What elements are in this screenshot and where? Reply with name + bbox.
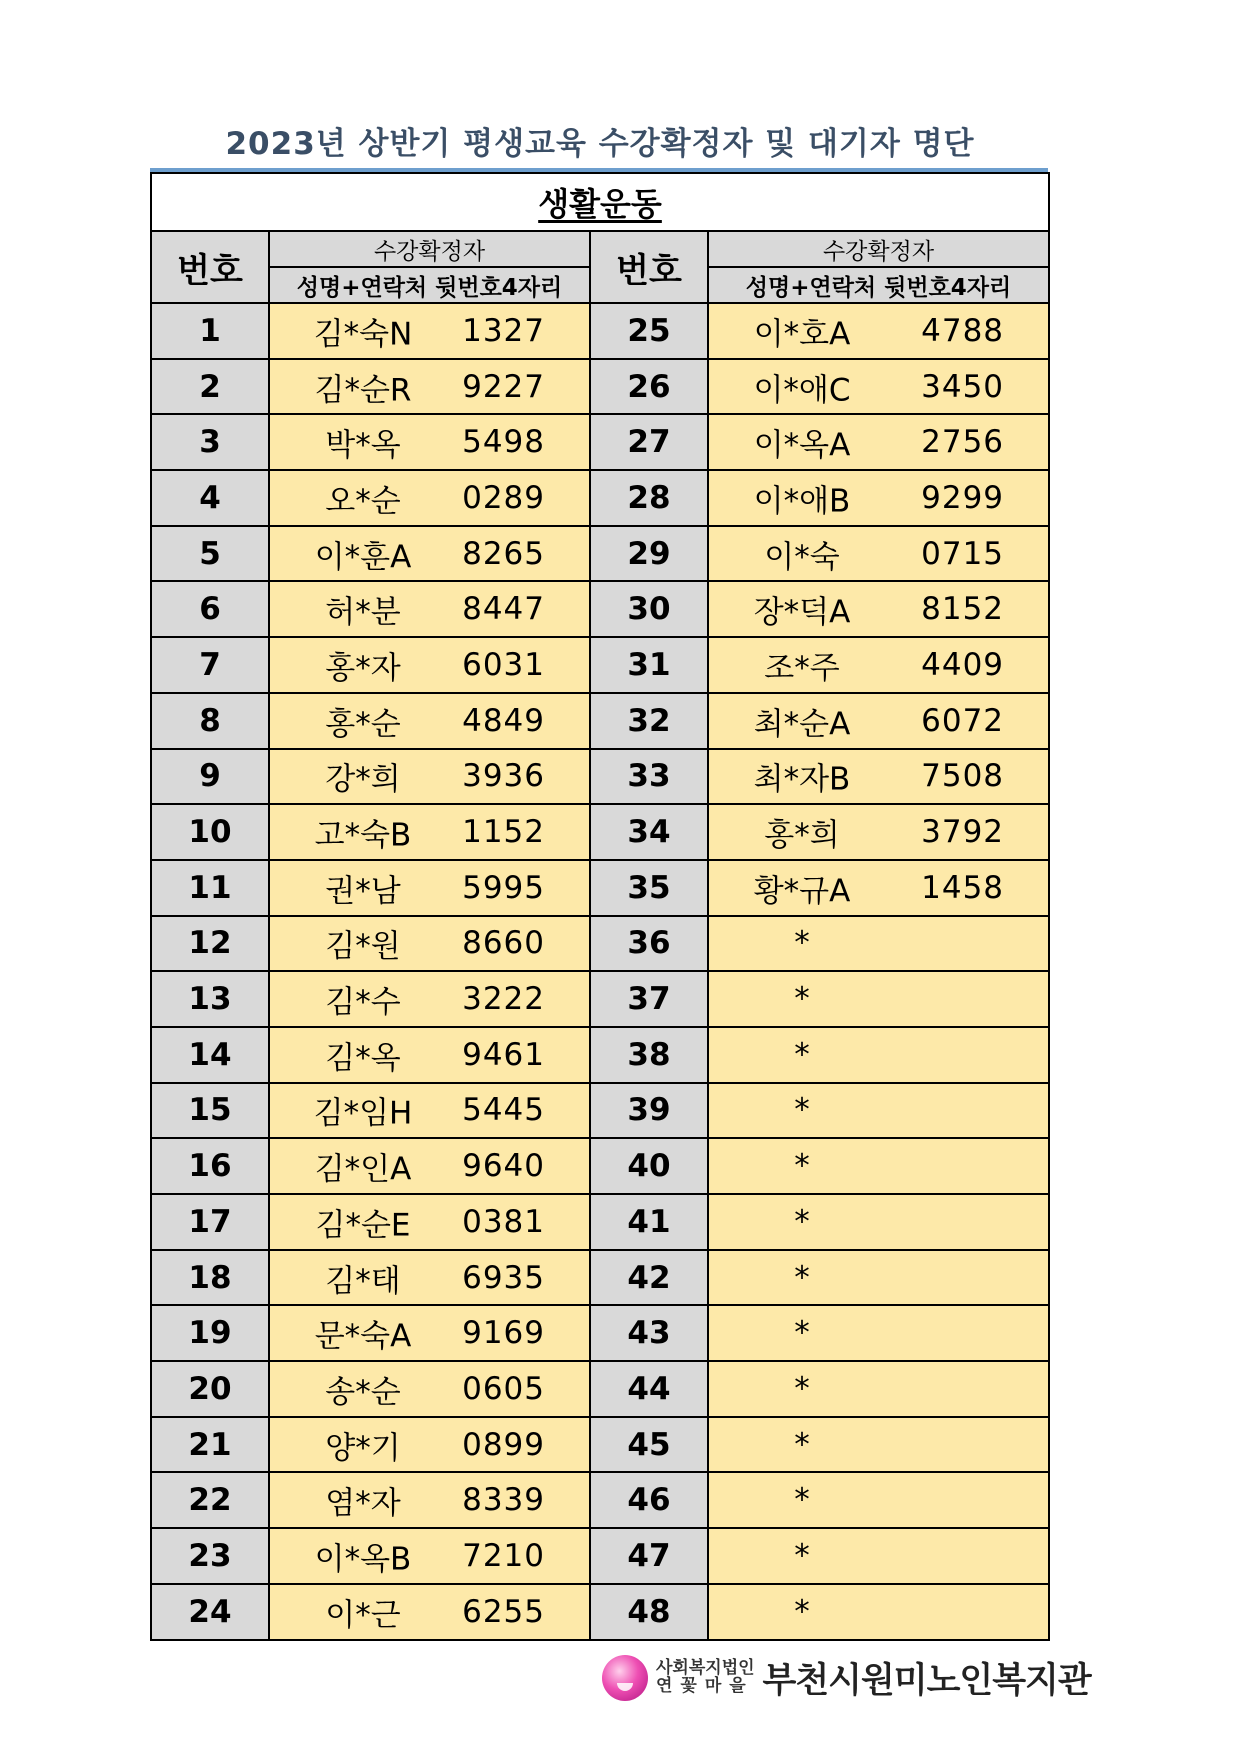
row-number: 10 bbox=[151, 804, 269, 860]
header-sub-left: 성명+연락처 뒷번호4자리 bbox=[269, 267, 590, 303]
row-number: 18 bbox=[151, 1250, 269, 1306]
phone-last4: 5498 bbox=[462, 424, 545, 461]
roster-body bbox=[151, 173, 1049, 1640]
page-title: 2023년 상반기 평생교육 수강확정자 및 대기자 명단 bbox=[225, 126, 975, 162]
attendee-cell bbox=[708, 1417, 1049, 1473]
row-number: 24 bbox=[151, 1584, 269, 1640]
table-row bbox=[151, 804, 1049, 860]
attendee-cell bbox=[708, 1472, 1049, 1528]
row-number: 15 bbox=[151, 1083, 269, 1139]
row-number: 42 bbox=[590, 1250, 708, 1306]
attendee-name: * bbox=[794, 1259, 810, 1296]
row-number: 25 bbox=[590, 303, 708, 359]
attendee-cell bbox=[708, 1361, 1049, 1417]
attendee-cell bbox=[708, 414, 1049, 470]
phone-last4: 9227 bbox=[462, 368, 545, 405]
attendee-cell bbox=[269, 971, 590, 1027]
table-row bbox=[151, 1417, 1049, 1473]
attendee-cell bbox=[708, 916, 1049, 972]
attendee-name: 김*원 bbox=[325, 928, 401, 965]
attendee-cell bbox=[269, 1083, 590, 1139]
phone-last4: 7210 bbox=[462, 1537, 545, 1574]
phone-last4: 0899 bbox=[462, 1426, 545, 1463]
attendee-cell bbox=[269, 1361, 590, 1417]
row-number: 17 bbox=[151, 1194, 269, 1250]
attendee-name: * bbox=[794, 981, 810, 1018]
attendee-cell bbox=[269, 1250, 590, 1306]
table-row bbox=[151, 1528, 1049, 1584]
org-type-line2: 연꽃마을 bbox=[656, 1676, 754, 1696]
attendee-name: 홍*순 bbox=[325, 706, 401, 743]
org-type-line1: 사회복지법인 bbox=[656, 1658, 755, 1679]
phone-last4: 6935 bbox=[462, 1259, 545, 1296]
attendee-cell bbox=[708, 1027, 1049, 1083]
table-row bbox=[151, 526, 1049, 582]
attendee-name: 김*숙N bbox=[313, 316, 413, 353]
phone-last4: 8265 bbox=[462, 535, 545, 572]
header-sub-right: 성명+연락처 뒷번호4자리 bbox=[708, 267, 1049, 303]
attendee-cell bbox=[269, 916, 590, 972]
attendee-cell bbox=[708, 359, 1049, 415]
attendee-name: * bbox=[794, 1537, 810, 1574]
attendee-cell bbox=[269, 303, 590, 359]
row-number: 28 bbox=[590, 470, 708, 526]
phone-last4: 5995 bbox=[462, 869, 545, 906]
attendee-name: 이*훈A bbox=[314, 539, 412, 576]
lotus-logo-icon bbox=[602, 1655, 648, 1701]
attendee-name: 홍*자 bbox=[325, 650, 401, 687]
row-number: 37 bbox=[590, 971, 708, 1027]
row-number: 3 bbox=[151, 414, 269, 470]
row-number: 21 bbox=[151, 1417, 269, 1473]
table-row bbox=[151, 1083, 1049, 1139]
attendee-name: * bbox=[794, 1370, 810, 1407]
attendee-name: 이*옥B bbox=[314, 1541, 412, 1578]
attendee-name: 김*인A bbox=[314, 1151, 412, 1188]
attendee-cell bbox=[269, 1027, 590, 1083]
attendee-cell bbox=[708, 749, 1049, 805]
header-number-right: 번호 bbox=[590, 231, 708, 303]
org-type bbox=[656, 1660, 755, 1696]
attendee-name: 이*애C bbox=[753, 372, 851, 409]
attendee-name: 강*희 bbox=[325, 761, 401, 798]
attendee-cell bbox=[269, 1528, 590, 1584]
row-number: 20 bbox=[151, 1361, 269, 1417]
attendee-name: * bbox=[794, 925, 810, 962]
attendee-name: 송*순 bbox=[325, 1374, 401, 1411]
header-confirmed-right: 수강확정자 bbox=[708, 231, 1049, 267]
attendee-cell bbox=[269, 526, 590, 582]
table-row bbox=[151, 303, 1049, 359]
row-number: 22 bbox=[151, 1472, 269, 1528]
attendee-cell bbox=[269, 414, 590, 470]
attendee-cell bbox=[269, 1138, 590, 1194]
attendee-name: * bbox=[794, 1315, 810, 1352]
attendee-name: 이*근 bbox=[325, 1597, 401, 1634]
attendee-cell bbox=[269, 1472, 590, 1528]
attendee-name: 김*순R bbox=[314, 372, 412, 409]
attendee-name: 권*남 bbox=[325, 873, 401, 910]
table-row bbox=[151, 1361, 1049, 1417]
phone-last4: 9169 bbox=[462, 1315, 545, 1352]
phone-last4: 1458 bbox=[921, 869, 1005, 906]
phone-last4: 0715 bbox=[921, 535, 1005, 572]
phone-last4: 8660 bbox=[462, 925, 545, 962]
phone-last4: 0289 bbox=[462, 479, 545, 516]
row-number: 45 bbox=[590, 1417, 708, 1473]
attendee-cell bbox=[269, 1305, 590, 1361]
attendee-cell bbox=[708, 470, 1049, 526]
phone-last4: 7508 bbox=[921, 758, 1005, 795]
row-number: 4 bbox=[151, 470, 269, 526]
attendee-cell bbox=[269, 1194, 590, 1250]
attendee-cell bbox=[269, 1584, 590, 1640]
phone-last4: 8339 bbox=[462, 1482, 545, 1519]
attendee-cell bbox=[708, 526, 1049, 582]
table-row bbox=[151, 1250, 1049, 1306]
attendee-cell bbox=[269, 470, 590, 526]
row-number: 11 bbox=[151, 860, 269, 916]
attendee-name: 최*자B bbox=[753, 761, 851, 798]
phone-last4: 6031 bbox=[462, 646, 545, 683]
attendee-cell bbox=[269, 637, 590, 693]
attendee-name: 문*숙A bbox=[314, 1318, 412, 1355]
attendee-name: 이*애B bbox=[753, 483, 851, 520]
attendee-name: * bbox=[794, 1148, 810, 1185]
table-row bbox=[151, 1305, 1049, 1361]
attendee-name: 허*분 bbox=[325, 594, 401, 631]
row-number: 34 bbox=[590, 804, 708, 860]
row-number: 8 bbox=[151, 693, 269, 749]
roster-table bbox=[150, 172, 1050, 1641]
attendee-name: 조*주 bbox=[764, 650, 840, 687]
attendee-name: 장*덕A bbox=[753, 594, 851, 631]
attendee-name: 고*숙B bbox=[314, 817, 412, 854]
attendee-cell bbox=[269, 860, 590, 916]
attendee-name: 양*기 bbox=[325, 1430, 401, 1467]
phone-last4: 9640 bbox=[462, 1148, 545, 1185]
category-row bbox=[151, 173, 1049, 231]
attendee-cell bbox=[708, 1138, 1049, 1194]
attendee-name: * bbox=[794, 1036, 810, 1073]
attendee-name: * bbox=[794, 1426, 810, 1463]
attendee-cell bbox=[269, 804, 590, 860]
phone-last4: 3222 bbox=[462, 981, 545, 1018]
org-name: 부천시원미노인복지관 bbox=[762, 1661, 1091, 1701]
attendee-name: 이*호A bbox=[753, 316, 851, 353]
row-number: 31 bbox=[590, 637, 708, 693]
attendee-name: 김*순E bbox=[315, 1207, 411, 1244]
phone-last4: 4849 bbox=[462, 702, 545, 739]
phone-last4: 5445 bbox=[462, 1092, 545, 1129]
phone-last4: 0605 bbox=[462, 1370, 545, 1407]
attendee-cell bbox=[269, 581, 590, 637]
phone-last4: 8447 bbox=[462, 591, 545, 628]
table-row bbox=[151, 1138, 1049, 1194]
attendee-name: 황*규A bbox=[753, 873, 851, 910]
table-row bbox=[151, 971, 1049, 1027]
footer-logo bbox=[602, 1650, 1091, 1706]
row-number: 5 bbox=[151, 526, 269, 582]
phone-last4: 0381 bbox=[462, 1203, 545, 1240]
attendee-cell bbox=[708, 971, 1049, 1027]
row-number: 16 bbox=[151, 1138, 269, 1194]
phone-last4: 1152 bbox=[462, 814, 545, 851]
row-number: 30 bbox=[590, 581, 708, 637]
attendee-cell bbox=[708, 1305, 1049, 1361]
attendee-cell bbox=[708, 637, 1049, 693]
row-number: 13 bbox=[151, 971, 269, 1027]
attendee-name: 이*옥A bbox=[753, 427, 851, 464]
table-row bbox=[151, 916, 1049, 972]
attendee-cell bbox=[708, 1584, 1049, 1640]
table-row bbox=[151, 1584, 1049, 1640]
phone-last4: 9299 bbox=[921, 479, 1005, 516]
attendee-name: * bbox=[794, 1203, 810, 1240]
attendee-name: 김*태 bbox=[325, 1263, 401, 1300]
row-number: 35 bbox=[590, 860, 708, 916]
attendee-cell bbox=[708, 303, 1049, 359]
attendee-cell bbox=[708, 860, 1049, 916]
row-number: 43 bbox=[590, 1305, 708, 1361]
attendee-cell bbox=[708, 1194, 1049, 1250]
attendee-name: * bbox=[794, 1092, 810, 1129]
attendee-name: * bbox=[794, 1593, 810, 1630]
attendee-name: 최*순A bbox=[753, 706, 851, 743]
row-number: 29 bbox=[590, 526, 708, 582]
table-row bbox=[151, 749, 1049, 805]
row-number: 12 bbox=[151, 916, 269, 972]
row-number: 23 bbox=[151, 1528, 269, 1584]
header-number-left: 번호 bbox=[151, 231, 269, 303]
table-row bbox=[151, 1472, 1049, 1528]
attendee-cell bbox=[708, 804, 1049, 860]
row-number: 40 bbox=[590, 1138, 708, 1194]
row-number: 1 bbox=[151, 303, 269, 359]
table-row bbox=[151, 581, 1049, 637]
phone-last4: 3450 bbox=[921, 368, 1005, 405]
table-row bbox=[151, 414, 1049, 470]
row-number: 39 bbox=[590, 1083, 708, 1139]
table-row bbox=[151, 693, 1049, 749]
attendee-name: 김*옥 bbox=[325, 1040, 401, 1077]
phone-last4: 1327 bbox=[462, 312, 545, 349]
row-number: 14 bbox=[151, 1027, 269, 1083]
attendee-cell bbox=[708, 1250, 1049, 1306]
row-number: 27 bbox=[590, 414, 708, 470]
attendee-name: 김*임H bbox=[313, 1095, 413, 1132]
phone-last4: 3792 bbox=[921, 814, 1005, 851]
phone-last4: 4788 bbox=[921, 312, 1005, 349]
table-row bbox=[151, 637, 1049, 693]
attendee-cell bbox=[708, 581, 1049, 637]
attendee-cell bbox=[269, 749, 590, 805]
attendee-cell bbox=[708, 1528, 1049, 1584]
row-number: 32 bbox=[590, 693, 708, 749]
attendee-name: 홍*희 bbox=[764, 817, 840, 854]
row-number: 6 bbox=[151, 581, 269, 637]
attendee-cell bbox=[708, 1083, 1049, 1139]
table-row bbox=[151, 1027, 1049, 1083]
phone-last4: 3936 bbox=[462, 758, 545, 795]
row-number: 2 bbox=[151, 359, 269, 415]
attendee-name: 염*자 bbox=[325, 1485, 401, 1522]
phone-last4: 6255 bbox=[462, 1593, 545, 1630]
header-row-top bbox=[151, 231, 1049, 267]
table-row bbox=[151, 860, 1049, 916]
phone-last4: 6072 bbox=[921, 702, 1005, 739]
attendee-name: * bbox=[794, 1482, 810, 1519]
attendee-name: 오*순 bbox=[325, 483, 401, 520]
row-number: 38 bbox=[590, 1027, 708, 1083]
attendee-name: 박*옥 bbox=[325, 427, 401, 464]
category-cell bbox=[151, 173, 1049, 231]
attendee-name: 김*수 bbox=[325, 984, 401, 1021]
row-number: 48 bbox=[590, 1584, 708, 1640]
phone-last4: 4409 bbox=[921, 646, 1005, 683]
table-row bbox=[151, 359, 1049, 415]
row-number: 36 bbox=[590, 916, 708, 972]
row-number: 47 bbox=[590, 1528, 708, 1584]
attendee-cell bbox=[269, 693, 590, 749]
row-number: 41 bbox=[590, 1194, 708, 1250]
phone-last4: 2756 bbox=[921, 424, 1005, 461]
row-number: 44 bbox=[590, 1361, 708, 1417]
attendee-cell bbox=[269, 1417, 590, 1473]
attendee-cell bbox=[269, 359, 590, 415]
row-number: 33 bbox=[590, 749, 708, 805]
row-number: 19 bbox=[151, 1305, 269, 1361]
table-row bbox=[151, 470, 1049, 526]
phone-last4: 9461 bbox=[462, 1036, 545, 1073]
attendee-name: 이*숙 bbox=[764, 539, 840, 576]
header-confirmed-left: 수강확정자 bbox=[269, 231, 590, 267]
category-title: 생활운동 bbox=[538, 185, 662, 223]
row-number: 7 bbox=[151, 637, 269, 693]
table-row bbox=[151, 1194, 1049, 1250]
row-number: 46 bbox=[590, 1472, 708, 1528]
attendee-cell bbox=[708, 693, 1049, 749]
row-number: 26 bbox=[590, 359, 708, 415]
row-number: 9 bbox=[151, 749, 269, 805]
phone-last4: 8152 bbox=[921, 591, 1005, 628]
